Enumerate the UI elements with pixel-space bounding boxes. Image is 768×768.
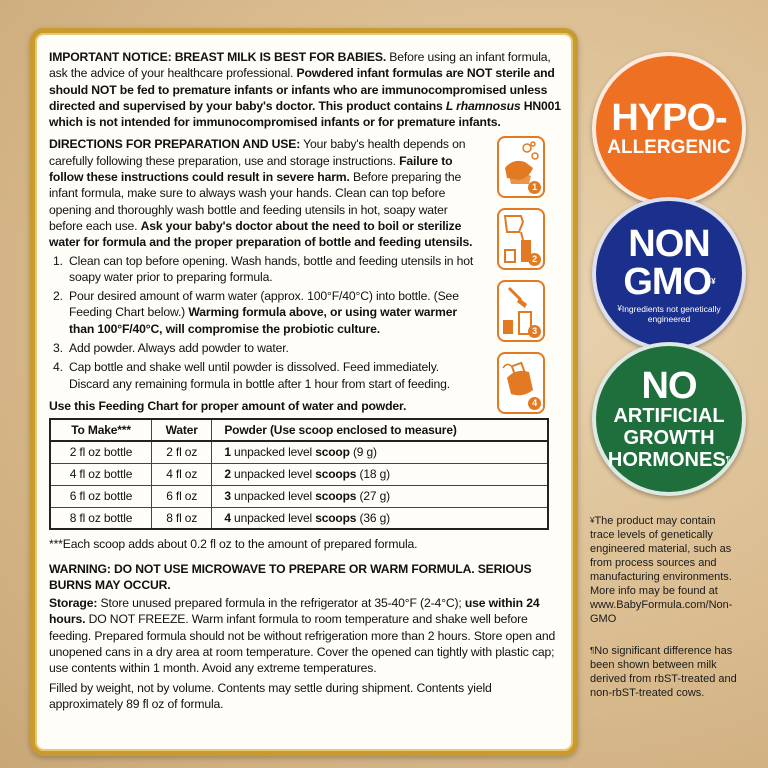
important-notice: IMPORTANT NOTICE: BREAST MILK IS BEST FOR BABIES. Before using an infant formula, ask the advice of your healthcare professional. Powdered infant formulas are NOT sterile and should NOT be fed to premature infants or infants who are immunocompromised unless directed and supervised by your baby's doctor. This product contains L rhamnosus HN001 which is not intended for immunocompromised infants or for premature infants. [49,50,561,130]
no-growth-hormones-badge: NO ARTIFICIAL GROWTH HORMONES¶ [592,342,746,496]
directions-intro: DIRECTIONS FOR PREPARATION AND USE: Your baby's health depends on carefully following these preparation, use and storage instructions. Failure to follow these instructions could result in severe harm. Before preparing the infant formula, make sure to always wash your hands. Clean can top before opening and thoroughly wash bottle and feeding utensils in hot, soapy water before each use. Ask your baby's doctor about the need to boil or sterilize water for formula and the proper preparation of bottle and feeding utensils. [49,137,473,250]
shake-bottle-icon: 4 [497,352,545,414]
feeding-chart-heading: Use this Feeding Chart for proper amount of water and powder. [49,398,407,413]
instructions-panel [30,28,578,756]
step-illustrations [497,136,557,424]
storage-instructions: Storage: Store unused prepared formula in the refrigerator at 35-40°F (2-4°C); use within 24 hours. DO NOT FREEZE. Warm infant formula to room temperature and shake well before feeding. Prepared formula should not be without refrigeration more than 2 hours. Store open and unopened cans in a dry area at room temperature. Cover the opened can tightly with plastic cap; use contents within 1 month. Avoid any extreme temperatures. [49,596,556,676]
wash-hands-icon: 1 [497,136,545,198]
gmo-footnote: ¥The product may contain trace levels of genetically engineered material, such as from process sources and manufacturing environments. More info may be found at www.BabyFormula.com/Non-GMO [590,515,733,625]
table-row: 6 fl oz bottle 6 fl oz 3 unpacked level scoops (27 g) [50,485,548,507]
step-item: 1. Clean can top before opening. Wash hands, bottle and feeding utensils in hot soapy water prior to preparing formula. [53,253,474,284]
pour-water-icon: 2 [497,208,545,270]
table-row: 2 fl oz bottle 2 fl oz 1 unpacked level scoop (9 g) [50,441,548,463]
feeding-chart-table [49,418,549,530]
column-header: Water [152,419,212,441]
step-item: 3. Add powder. Always add powder to water. [53,341,289,356]
preparation-steps [49,253,481,392]
table-row: 4 fl oz bottle 4 fl oz 2 unpacked level scoops (18 g) [50,463,548,485]
fill-note: Filled by weight, not by volume. Contents may settle during shipment. Contents yield approximately 89 fl oz of formula. [49,680,492,711]
table-header-row [50,419,548,441]
add-powder-icon: 3 [497,280,545,342]
rbst-footnote: ¶No significant difference has been shown between milk derived from rbST-treated and non-rbST-treated cows. [590,645,737,699]
hypoallergenic-badge: HYPO- ALLERGENIC [592,52,746,206]
column-header: Powder (Use scoop enclosed to measure) [212,419,548,441]
column-header: To Make*** [50,419,152,441]
non-gmo-badge: NON GMO¥ ¥Ingredients not genetically engineered [592,197,746,351]
microwave-warning: WARNING: DO NOT USE MICROWAVE TO PREPARE OR WARM FORMULA. SERIOUS BURNS MAY OCCUR. [49,561,532,592]
step-item: 4. Cap bottle and shake well until powder is dissolved. Feed immediately. Discard any remaining formula in bottle after 1 hour from start of feeding. [53,360,450,391]
step-item: 2. Pour desired amount of warm water (approx. 100°F/40°C) into bottle. (See Feeding Chart below.) Warming formula above, or using water warmer than 100°F/40°C, will compromise the probiotic culture. [53,289,459,336]
table-row: 8 fl oz bottle 8 fl oz 4 unpacked level scoops (36 g) [50,507,548,529]
scoop-footnote: ***Each scoop adds about 0.2 fl oz to the amount of prepared formula. [49,537,418,552]
